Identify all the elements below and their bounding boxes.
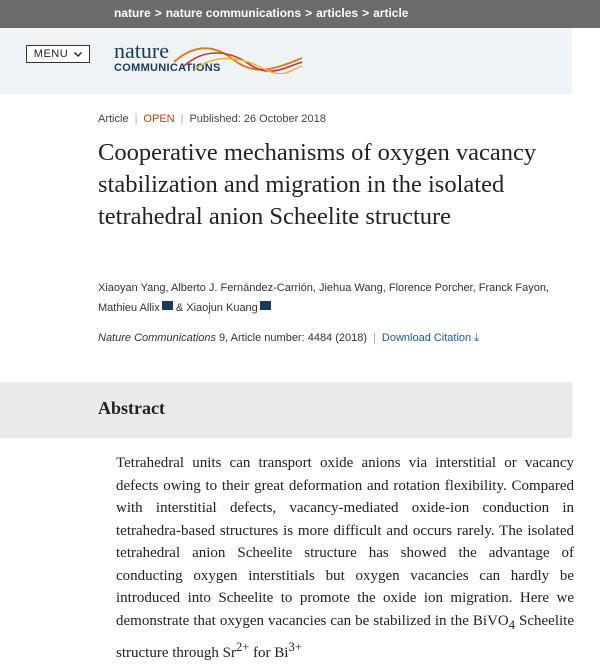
abstract-body-for: for Bi [249,645,289,661]
authors-line[interactable]: Xiaoyan Yang, Alberto J. Fernández-Carrión, Jiehua Wang, Florence Porcher, Franck Fayon, [98,282,550,294]
top-navigation-bar [0,0,600,28]
abstract-section-band [0,382,572,438]
abstract-subscript: 4 [508,617,515,632]
breadcrumb-articles[interactable]: articles [316,6,359,20]
breadcrumb-separator: > [362,6,370,20]
journal-name: Nature Communications [98,332,216,344]
breadcrumb-separator: > [154,6,162,20]
author-list [98,278,568,318]
author-allix[interactable]: Mathieu Allix [98,302,160,314]
open-access-badge: OPEN [143,113,175,125]
abstract-superscript-bi: 3+ [288,640,302,654]
breadcrumb-nature[interactable]: nature [114,6,151,20]
breadcrumb [114,6,408,20]
email-icon[interactable] [162,301,173,310]
abstract-heading: Abstract [98,398,165,418]
citation-line: Nature Communications 9, Article number: 4484 (2018) | Download Citation ⤓ [98,332,480,344]
published-date: Published: 26 October 2018 [189,113,326,125]
logo-wave-icon [174,40,304,74]
abstract-body: Tetrahedral units can transport oxide anions via interstitial or vacancy defects owing to their great deformation and rotation flexibility. Compared with interstitial defects, vacancy-mediated oxide-ion conduction in tetrahedra-based structures is more difficult and occurs rarely. The isolated tetrahedral anion Scheelite structure has showed the advantage of conducting oxygen interstitials but oxygen vacancies can hardly be introduced into Scheelite to promote the oxide ion migration. Here we demonstrate that oxygen vacancies can be stabilized in the BiVO [116,455,574,629]
breadcrumb-article: article [373,6,409,20]
journal-logo[interactable] [114,40,304,74]
article-type: Article [98,113,129,125]
author-join: & [175,302,187,314]
chevron-down-icon [74,52,82,57]
download-citation-link[interactable]: Download Citation ⤓ [381,332,480,344]
logo-wordmark-communications: COMMUNICATIONS [114,62,221,74]
volume-info: 9, Article number: 4484 (2018) [216,332,368,344]
breadcrumb-separator: > [305,6,313,20]
abstract-text [116,452,574,665]
menu-button[interactable] [26,45,90,63]
abstract-body-cont: Scheelite structure through Sr [116,612,574,661]
menu-label: MENU [33,48,69,60]
email-icon[interactable] [260,301,271,310]
article-title: Cooperative mechanisms of oxygen vacancy stabilization and migration in the isolated tetrahedral anion Scheelite structure [98,139,537,230]
breadcrumb-nature-communications[interactable]: nature communications [165,6,302,20]
author-kuang[interactable]: Xiaojun Kuang [186,302,258,314]
article-meta: Article | OPEN | Published: 26 October 2018 [98,113,326,125]
logo-wordmark-nature: nature [114,38,169,63]
abstract-superscript-sr: 2+ [235,640,250,654]
